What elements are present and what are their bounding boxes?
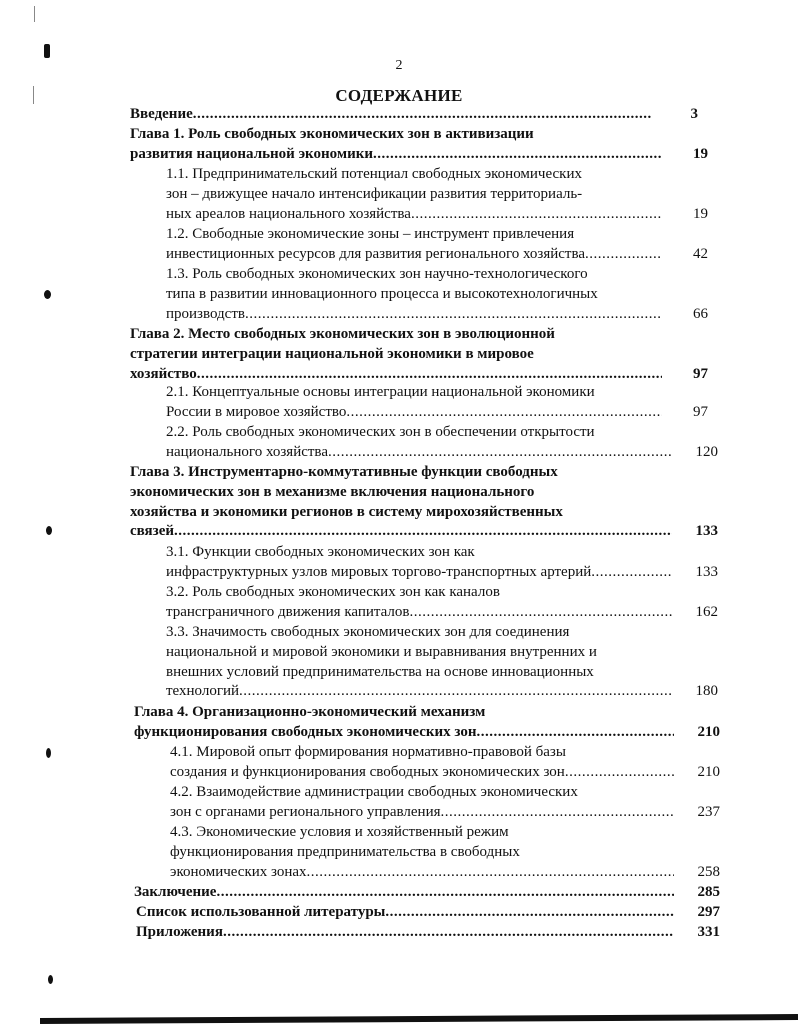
toc-page-number: 237: [697, 803, 720, 820]
toc-entry-text: создания и функционирования свободных экономических зон: [170, 763, 565, 780]
toc-entry-line: [166, 245, 662, 265]
toc-page-number: 120: [695, 443, 718, 460]
toc-entry-line: функционирования предпринимательства в свободных: [170, 843, 520, 860]
toc-section-entry: [166, 265, 708, 324]
binder-hole-mark: [46, 526, 52, 535]
dot-leader: [346, 403, 662, 423]
toc-entry-line: [130, 365, 662, 385]
toc-entry-line: стратегии интеграции национальной экономики в мировое: [130, 345, 534, 362]
toc-entry-text: инвестиционных ресурсов для развития регионального хозяйства: [166, 245, 586, 262]
toc-entry-text: национального хозяйства: [166, 443, 328, 460]
binder-hole-mark: [46, 748, 51, 758]
toc-entry-text: связей: [130, 523, 175, 540]
toc-entry-text: Введение: [130, 106, 193, 122]
toc-entry-line: [166, 603, 672, 623]
toc-page-number: 97: [693, 403, 708, 420]
toc-entry-text: технологий: [166, 683, 240, 700]
toc-entry-line: 4.3. Экономические условия и хозяйственный режим: [170, 824, 509, 840]
toc-page-number: 331: [697, 924, 720, 940]
toc-section-entry: [166, 583, 718, 623]
toc-page-number: 3: [690, 106, 698, 122]
toc-entry-line: Глава 2. Место свободных экономических зон в эволюционной: [130, 326, 555, 342]
toc-page-number: 42: [693, 245, 708, 262]
toc-page-number: 210: [697, 723, 720, 740]
toc-entry-line: [134, 883, 674, 903]
toc-entry-line: 4.1. Мировой опыт формирования нормативно-правовой базы: [170, 744, 566, 760]
dot-leader: [565, 763, 674, 783]
toc-title: СОДЕРЖАНИЕ: [335, 86, 463, 105]
toc-entry-line: 1.2. Свободные экономические зоны – инструмент привлечения: [166, 226, 575, 242]
toc-chapter-entry: [130, 125, 708, 165]
toc-entry-text: Заключение: [134, 884, 217, 900]
toc-section-entry: [170, 823, 720, 882]
toc-entry-line: экономических зон в механизме включения национального: [130, 483, 535, 500]
toc-entry-text: ных ареалов национального хозяйства: [166, 205, 411, 222]
toc-page-number: 97: [693, 365, 708, 382]
toc-entry-line: 1.1. Предпринимательский потенциал свободных экономических: [166, 166, 582, 182]
toc-section-entry: [166, 543, 718, 583]
dot-leader: [216, 883, 674, 903]
toc-entry-line: [136, 903, 674, 923]
toc-chapter-entry: [130, 105, 698, 125]
page-number: 2: [395, 58, 403, 73]
toc-entry-line: 3.2. Роль свободных экономических зон как каналов: [166, 584, 500, 600]
toc-entry-text: Список использованной литературы: [136, 904, 386, 920]
dot-leader: [223, 923, 674, 943]
toc-page-number: 180: [695, 683, 718, 700]
dot-leader: [307, 863, 674, 883]
toc-chapter-entry: [136, 923, 720, 943]
dot-leader: [585, 245, 662, 265]
dot-leader: [385, 903, 674, 923]
toc-entry-text: инфраструктурных узлов мировых торгово-транспортных артерий: [166, 563, 592, 580]
toc-page-number: 210: [697, 763, 720, 780]
toc-section-entry: [166, 423, 718, 463]
toc-section-entry: [166, 623, 718, 702]
dot-leader: [239, 682, 672, 702]
toc-entry-line: 2.1. Концептуальные основы интеграции национальной экономики: [166, 384, 595, 400]
toc-entry-line: [170, 863, 674, 883]
toc-entry-line: [130, 145, 662, 165]
toc-entry-text: Приложения: [136, 924, 223, 940]
binder-hole-mark: [48, 975, 53, 984]
bottom-scan-bar: [40, 1014, 798, 1024]
toc-chapter-entry: [134, 703, 720, 743]
toc-entry-line: [134, 723, 674, 743]
toc-entry-text: хозяйство: [130, 365, 197, 382]
toc-entry-line: 4.2. Взаимодействие администрации свободных экономических: [170, 784, 578, 800]
toc-page-number: 19: [693, 205, 708, 222]
dot-leader: [441, 803, 675, 823]
toc-entry-line: зон – движущее начало интенсификации развития территориаль-: [166, 185, 583, 202]
dot-leader: [410, 603, 673, 623]
toc-page-number: 133: [695, 523, 718, 540]
toc-page-number: 258: [697, 863, 720, 880]
toc-entry-line: 3.1. Функции свободных экономических зон как: [166, 544, 475, 560]
toc-entry-line: [166, 205, 662, 225]
toc-entry-text: развития национальной экономики: [130, 145, 374, 162]
dot-leader: [411, 205, 662, 225]
toc-entry-line: [166, 403, 662, 423]
binder-hole-mark: [44, 44, 50, 58]
toc-section-entry: [166, 225, 708, 265]
toc-entry-line: хозяйства и экономики регионов в систему мирохозяйственных: [130, 503, 563, 520]
toc-entry-line: [130, 105, 652, 125]
toc-chapter-entry: [130, 325, 708, 384]
scan-edge-line: [33, 86, 34, 104]
toc-page-number: 66: [693, 305, 708, 322]
dot-leader: [174, 522, 672, 542]
toc-entry-line: [166, 682, 672, 702]
toc-chapter-entry: [130, 463, 718, 542]
dot-leader: [328, 443, 672, 463]
toc-section-entry: [170, 743, 720, 783]
toc-entry-line: Глава 4. Организационно-экономический механизм: [134, 704, 486, 720]
toc-entry-line: [170, 803, 674, 823]
toc-page-number: 133: [695, 563, 718, 580]
toc-entry-line: внешних условий предпринимательства на основе инновационных: [166, 663, 594, 680]
toc-entry-line: национальной и мировой экономики и выравнивания внутренних и: [166, 643, 597, 660]
toc-entry-line: типа в развитии инновационного процесса и высокотехнологичных: [166, 285, 598, 302]
toc-entry-line: [166, 305, 662, 325]
toc-entry-line: Глава 1. Роль свободных экономических зон в активизации: [130, 126, 534, 142]
toc-entry-line: 1.3. Роль свободных экономических зон научно-технологического: [166, 266, 588, 282]
toc-chapter-entry: [136, 903, 720, 923]
binder-hole-mark: [44, 290, 51, 299]
toc-entry-text: функционирования свободных экономических зон: [134, 723, 477, 740]
dot-leader: [591, 563, 672, 583]
toc-entry-line: 3.3. Значимость свободных экономических зон для соединения: [166, 624, 570, 640]
toc-entry-line: [170, 763, 674, 783]
dot-leader: [477, 723, 674, 743]
toc-entry-line: [130, 522, 672, 542]
toc-entry-line: [166, 563, 672, 583]
toc-entry-text: трансграничного движения капиталов: [166, 603, 410, 620]
scan-edge-line: [34, 6, 35, 22]
dot-leader: [245, 305, 662, 325]
toc-entry-text: производств: [166, 305, 245, 322]
toc-entry-text: зон с органами регионального управления: [170, 803, 441, 820]
toc-chapter-entry: [134, 883, 720, 903]
dot-leader: [197, 365, 662, 385]
toc-entry-text: экономических зонах: [170, 863, 307, 880]
toc-section-entry: [166, 383, 708, 423]
dot-leader: [373, 145, 662, 165]
toc-entry-text: России в мировое хозяйство: [166, 403, 347, 420]
toc-page-number: 285: [697, 884, 720, 900]
toc-section-entry: [170, 783, 720, 823]
dot-leader: [193, 105, 652, 125]
toc-page-number: 162: [695, 603, 718, 620]
toc-entry-line: [136, 923, 674, 943]
toc-entry-line: [166, 443, 672, 463]
toc-entry-line: Глава 3. Инструментарно-коммутативные функции свободных: [130, 464, 558, 480]
toc-entry-line: 2.2. Роль свободных экономических зон в обеспечении открытости: [166, 424, 595, 440]
toc-page-number: 297: [697, 904, 720, 920]
toc-page-number: 19: [693, 145, 708, 162]
toc-section-entry: [166, 165, 708, 224]
